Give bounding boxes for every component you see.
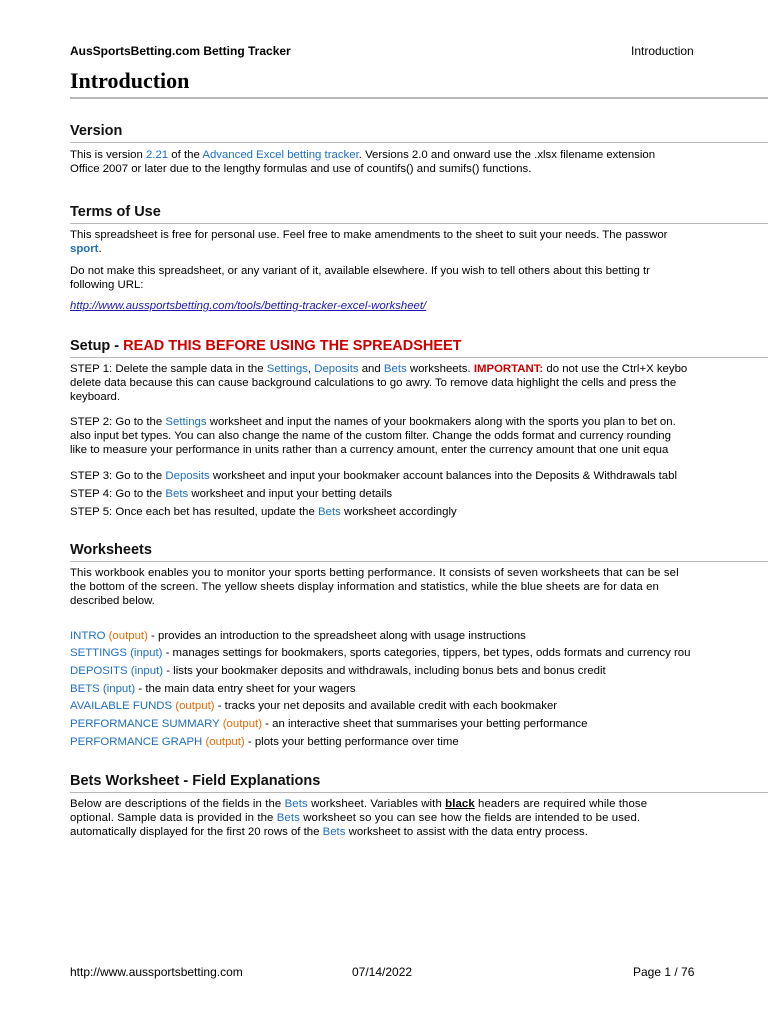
step-3: STEP 3: Go to the Deposits worksheet and input your bookmaker account balances into the Deposits & Withdrawals tabl bbox=[70, 470, 678, 482]
terms-divider bbox=[70, 223, 768, 224]
worksheet-item-bets: BETS (input) - the main data entry sheet for your wagers bbox=[70, 683, 356, 695]
version-number: 2.21 bbox=[145, 149, 169, 161]
important-label: IMPORTANT: bbox=[473, 363, 544, 375]
fields-divider bbox=[70, 792, 768, 793]
fields-line-2: optional. Sample data is provided in the Bets worksheet so you can see how the fields are intended to be used. bbox=[70, 812, 641, 824]
worksheet-item-intro: INTRO (output) - provides an introduction to the spreadsheet along with usage instructions bbox=[70, 630, 526, 642]
deposits-ref: Deposits bbox=[314, 363, 359, 375]
step-2-line-1: STEP 2: Go to the Settings worksheet and input the names of your bookmakers along with the sports you plan to bet on. bbox=[70, 416, 676, 428]
version-divider bbox=[70, 142, 768, 143]
setup-divider bbox=[70, 357, 768, 358]
fields-heading: Bets Worksheet - Field Explanations bbox=[70, 773, 321, 789]
step-1-line-3: keyboard. bbox=[70, 391, 121, 403]
terms-line-1: This spreadsheet is free for personal use. Feel free to make amendments to the sheet to suit your needs. The passwor bbox=[70, 229, 668, 241]
step-2-line-3: like to measure your performance in units rather than a currency amount, enter the currency amount that one unit equa bbox=[70, 444, 669, 456]
version-line-2: Office 2007 or later due to the lengthy formulas and use of countifs() and sumifs() functions. bbox=[70, 163, 532, 175]
worksheets-divider bbox=[70, 561, 768, 562]
step-1-line-1: STEP 1: Delete the sample data in the Settings, Deposits and Bets worksheets. IMPORTANT: do not use the Ctrl+X keybo bbox=[70, 363, 688, 375]
title-divider bbox=[70, 97, 768, 99]
product-link[interactable]: Advanced Excel betting tracker bbox=[202, 149, 359, 161]
header-section: Introduction bbox=[631, 44, 694, 58]
setup-heading: Setup - READ THIS BEFORE USING THE SPREADSHEET bbox=[70, 338, 462, 354]
setup-warning: READ THIS BEFORE USING THE SPREADSHEET bbox=[123, 338, 462, 354]
black-emphasis: black bbox=[445, 798, 475, 810]
worksheet-item-deposits: DEPOSITS (input) - lists your bookmaker deposits and withdrawals, including bonus bets and bonus credit bbox=[70, 665, 606, 677]
terms-line-3: Do not make this spreadsheet, or any variant of it, available elsewhere. If you wish to tell others about this betting tr bbox=[70, 265, 650, 277]
footer-url: http://www.aussportsbetting.com bbox=[70, 965, 243, 979]
terms-line-4: following URL: bbox=[70, 279, 144, 291]
step-2-line-2: also input bet types. You can also change the name of the custom filter. Change the odds format and currency rounding bbox=[70, 430, 671, 442]
settings-ref: Settings bbox=[266, 363, 308, 375]
fields-line-3: automatically displayed for the first 20 rows of the Bets worksheet to assist with the data entry process. bbox=[70, 826, 588, 838]
header-title: AusSportsBetting.com Betting Tracker bbox=[70, 44, 291, 58]
worksheets-line-1: This workbook enables you to monitor your sports betting performance. It consists of seven worksheets that can be sel bbox=[70, 567, 679, 579]
tracker-url-link[interactable]: http://www.aussportsbetting.com/tools/betting-tracker-excel-worksheet/ bbox=[70, 300, 427, 312]
password-text: sport bbox=[70, 243, 99, 255]
worksheet-item-performance-graph: PERFORMANCE GRAPH (output) - plots your betting performance over time bbox=[70, 736, 459, 748]
step-5: STEP 5: Once each bet has resulted, update the Bets worksheet accordingly bbox=[70, 506, 457, 518]
terms-heading: Terms of Use bbox=[70, 204, 161, 220]
terms-line-2: sport. bbox=[70, 243, 102, 255]
footer-date: 07/14/2022 bbox=[352, 965, 413, 979]
worksheets-line-2: the bottom of the screen. The yellow sheets display information and statistics, while the blue sheets are for data en bbox=[70, 581, 659, 593]
fields-line-1: Below are descriptions of the fields in the Bets worksheet. Variables with black headers are required while those bbox=[70, 798, 648, 810]
deposits-ref: Deposits bbox=[165, 470, 210, 482]
bets-ref: Bets bbox=[318, 506, 341, 518]
bets-ref: Bets bbox=[165, 488, 189, 500]
terms-url-line bbox=[70, 299, 768, 313]
worksheet-item-available-funds: AVAILABLE FUNDS (output) - tracks your net deposits and available credit with each bookmaker bbox=[70, 700, 558, 712]
page-title: Introduction bbox=[70, 68, 190, 93]
worksheets-heading: Worksheets bbox=[70, 542, 152, 558]
worksheet-item-settings: SETTINGS (input) - manages settings for bookmakers, sports categories, tippers, bet types, odds formats and currency rou bbox=[70, 647, 691, 659]
version-line-1: This is version 2.21 of the Advanced Excel betting tracker. Versions 2.0 and onward use the .xlsx filename extension bbox=[70, 149, 656, 161]
worksheet-item-performance-summary: PERFORMANCE SUMMARY (output) - an interactive sheet that summarises your betting performance bbox=[70, 718, 588, 730]
settings-ref: Settings bbox=[165, 416, 207, 428]
worksheets-line-3: described below. bbox=[70, 595, 155, 607]
footer-page-number: Page 1 / 76 bbox=[633, 965, 695, 979]
step-4: STEP 4: Go to the Bets worksheet and input your betting details bbox=[70, 488, 393, 500]
step-1-line-2: delete data because this can cause background calculations to go awry. To remove data highlight the cells and press the bbox=[70, 377, 677, 389]
version-heading: Version bbox=[70, 123, 123, 139]
bets-ref: Bets bbox=[383, 363, 407, 375]
